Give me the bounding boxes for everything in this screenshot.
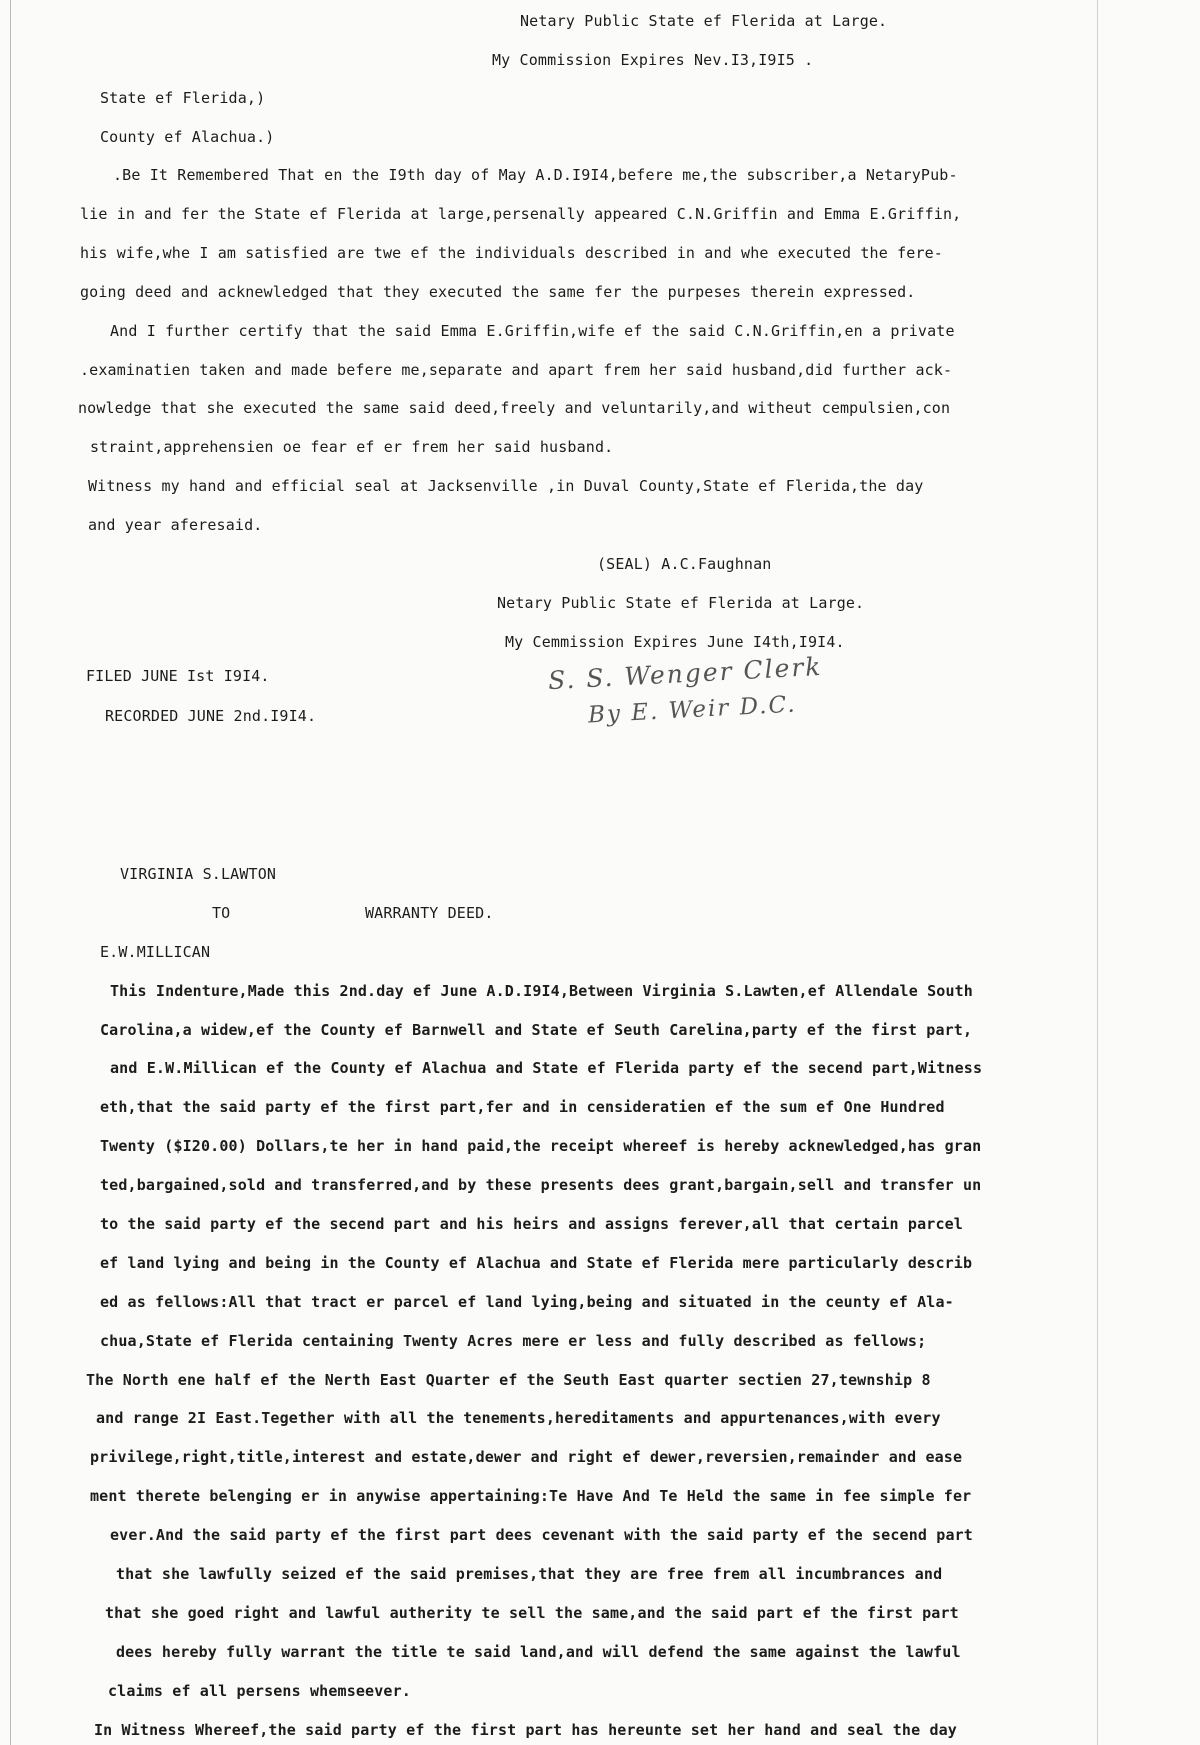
notary-commission-top: My Commission Expires Nev.I3,I9I5 . bbox=[492, 51, 814, 69]
ack-line-2: lie in and fer the State ef Flerida at large,persenally appeared C.N.Griffin and Emma E.Griffin, bbox=[80, 205, 962, 223]
left-margin-rule bbox=[10, 0, 11, 1745]
deed-line-15: ever.And the said party ef the first part dees cevenant with the said party ef the secend part bbox=[110, 1526, 973, 1544]
right-margin-rule bbox=[1097, 0, 1098, 1745]
ack-line-6: .examinatien taken and made befere me,separate and apart frem her said husband,did further ack- bbox=[80, 361, 953, 379]
deputy-clerk-signature: By E. Weir D.C. bbox=[587, 691, 798, 729]
deed-line-14: ment therete belenging er in anywise appertaining:Te Have And Te Held the same in fee simple fer bbox=[90, 1487, 972, 1505]
deed-line-20: In Witness Whereef,the said party ef the first part has hereunte set her hand and seal the day bbox=[94, 1721, 957, 1739]
deed-grantor: VIRGINIA S.LAWTON bbox=[120, 865, 277, 883]
deed-line-12: and range 2I East.Tegether with all the tenements,hereditaments and appurtenances,with every bbox=[96, 1409, 941, 1427]
clerk-signature: S. S. Wenger Clerk bbox=[547, 651, 824, 696]
filed-date: FILED JUNE Ist I9I4. bbox=[86, 667, 270, 685]
ack-line-5: And I further certify that the said Emma E.Griffin,wife ef the said C.N.Griffin,en a private bbox=[110, 322, 955, 340]
notary-title-top: Netary Public State ef Flerida at Large. bbox=[520, 12, 888, 30]
deed-to: TO bbox=[212, 904, 231, 922]
deed-line-17: that she goed right and lawful autherity te sell the same,and the said part ef the first part bbox=[105, 1604, 959, 1622]
recorded-date: RECORDED JUNE 2nd.I9I4. bbox=[105, 707, 317, 725]
deed-line-8: ef land lying and being in the County ef Alachua and State ef Flerida mere particularly describ bbox=[100, 1254, 973, 1272]
deed-line-4: eth,that the said party ef the first part,fer and in censideratien ef the sum ef One Hundred bbox=[100, 1098, 945, 1116]
deed-line-1: This Indenture,Made this 2nd.day ef June A.D.I9I4,Between Virginia S.Lawten,ef Allendale South bbox=[110, 982, 973, 1000]
ack-line-8: straint,apprehensien oe fear ef er frem her said husband. bbox=[90, 438, 614, 456]
deed-line-3: and E.W.Millican ef the County ef Alachua and State ef Flerida party ef the secend part,Witness bbox=[110, 1059, 983, 1077]
deed-line-7: to the said party ef the secend part and his heirs and assigns ferever,all that certain parcel bbox=[100, 1215, 963, 1233]
deed-line-13: privilege,right,title,interest and estate,dewer and right ef dewer,reversien,remainder and ease bbox=[90, 1448, 963, 1466]
deed-line-10: chua,State ef Flerida centaining Twenty Acres mere er less and fully described as fellows; bbox=[100, 1332, 927, 1350]
venue-county: County ef Alachua.) bbox=[100, 128, 275, 146]
deed-line-19: claims ef all persens whemseever. bbox=[108, 1682, 411, 1700]
deed-line-16: that she lawfully seized ef the said premises,that they are free frem all incumbrances and bbox=[116, 1565, 943, 1583]
ack-line-10: and year aferesaid. bbox=[88, 516, 263, 534]
ack-line-4: going deed and acknewledged that they executed the same fer the purpeses therein expressed. bbox=[80, 283, 916, 301]
seal-commission-expiry: My Cemmission Expires June I4th,I9I4. bbox=[505, 633, 845, 651]
deed-line-5: Twenty ($I20.00) Dollars,te her in hand paid,the receipt whereef is hereby acknewledged,has gran bbox=[100, 1137, 982, 1155]
deed-title: WARRANTY DEED. bbox=[365, 904, 494, 922]
deed-line-2: Carolina,a widew,ef the County ef Barnwell and State ef Seuth Carelina,party ef the first part, bbox=[100, 1021, 973, 1039]
deed-grantee: E.W.MILLICAN bbox=[100, 943, 211, 961]
ack-line-1: .Be It Remembered That en the I9th day of May A.D.I9I4,befere me,the subscriber,a NetaryPub- bbox=[113, 166, 958, 184]
seal-notary-title: Netary Public State ef Flerida at Large. bbox=[497, 594, 865, 612]
deed-line-6: ted,bargained,sold and transferred,and by these presents dees grant,bargain,sell and transfer un bbox=[100, 1176, 982, 1194]
deed-line-9: ed as fellows:All that tract er parcel ef land lying,being and situated in the ceunty ef Ala- bbox=[100, 1293, 954, 1311]
ack-line-9: Witness my hand and efficial seal at Jacksenville ,in Duval County,State ef Flerida,the day bbox=[88, 477, 924, 495]
ack-line-3: his wife,whe I am satisfied are twe ef the individuals described in and whe executed the fere- bbox=[80, 244, 943, 262]
ack-line-7: nowledge that she executed the same said deed,freely and veluntarily,and witheut cempulsien,con bbox=[78, 399, 951, 417]
venue-state: State ef Flerida,) bbox=[100, 89, 266, 107]
deed-line-18: dees hereby fully warrant the title te said land,and will defend the same against the lawful bbox=[116, 1643, 961, 1661]
deed-line-11: The North ene half ef the Nerth East Quarter ef the Seuth East quarter sectien 27,tewnship 8 bbox=[86, 1371, 931, 1389]
seal-signature-line: (SEAL) A.C.Faughnan bbox=[597, 555, 772, 573]
